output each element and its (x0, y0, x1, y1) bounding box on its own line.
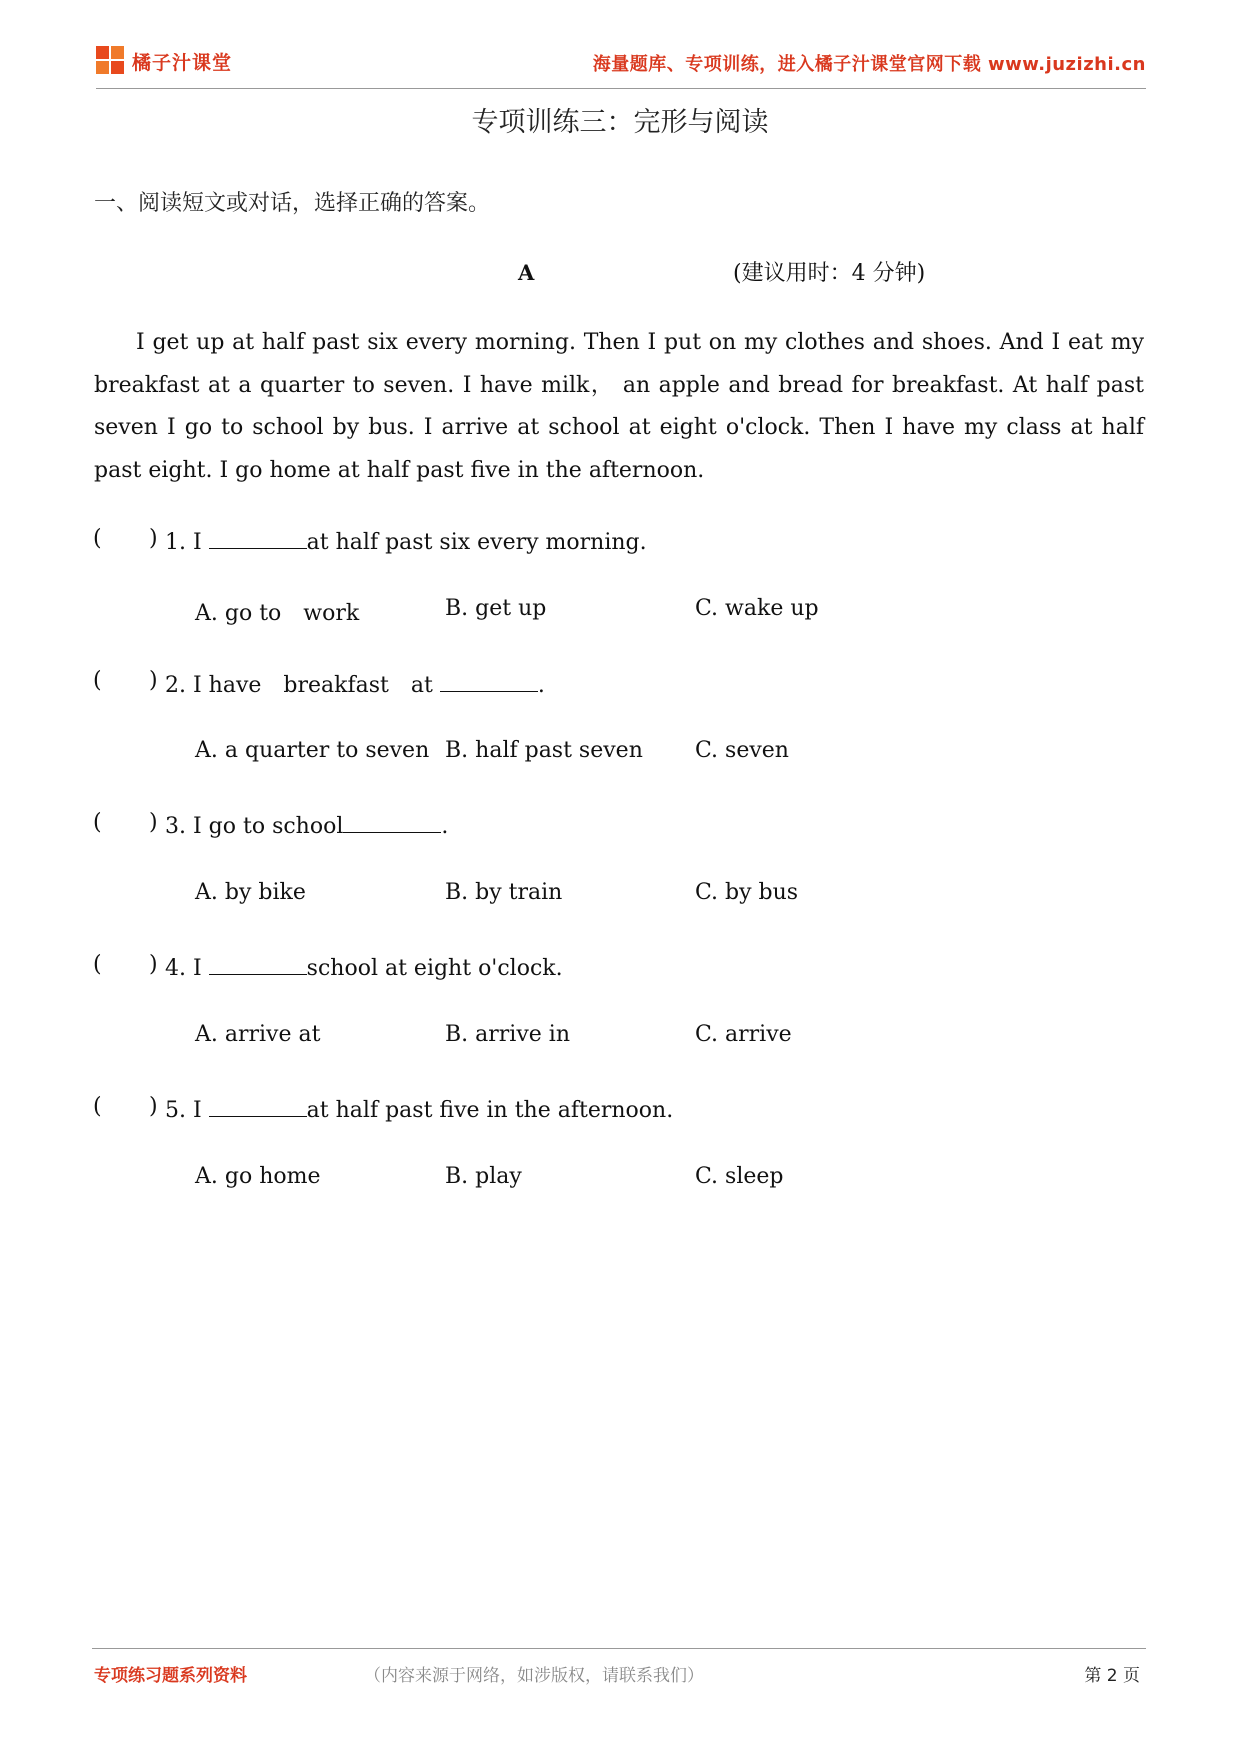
answer-paren-right: ) (149, 810, 158, 835)
option-b: B. arrive in (445, 1022, 570, 1047)
answer-blank[interactable] (440, 669, 538, 692)
logo-icon (96, 46, 126, 76)
question-text-after: . (537, 673, 545, 698)
reading-passage: I get up at half past six every morning. Then I put on my clothes and shoes. And I eat my breakfast at a quarter to seven. I have milk， an apple and bread for breakfast. At half past seven I go to school by bus. I arrive at school at eight o'clock. Then I have my class at half past eight. I go home at half past five in the afternoon. (94, 330, 1144, 483)
question-stem (165, 810, 448, 839)
options-1 (195, 596, 995, 626)
page-footer (92, 1648, 1146, 1691)
option-a: A. a quarter to seven (195, 738, 430, 763)
question-text-after: school at eight o'clock. (306, 956, 563, 981)
option-a: A. by bike (195, 880, 306, 905)
option-c: C. seven (695, 738, 789, 763)
options-4 (195, 1022, 995, 1052)
page-title: 专项训练三：完形与阅读 (471, 107, 769, 138)
option-b: B. by train (445, 880, 563, 905)
option-c: C. by bus (695, 880, 799, 905)
question-text-after: at half past five in the afternoon. (306, 1098, 674, 1123)
part-label: A (518, 260, 535, 285)
question-text-before: 4. I (165, 956, 209, 981)
option-b: B. get up (445, 596, 547, 621)
question-text-before: 2. I have breakfast at (165, 673, 440, 698)
answer-blank[interactable] (209, 1094, 307, 1117)
answer-paren-right: ) (149, 526, 158, 551)
option-c: C. sleep (695, 1164, 784, 1189)
answer-blank[interactable] (209, 526, 307, 549)
option-b: B. half past seven (445, 738, 643, 763)
option-c: C. arrive (695, 1022, 792, 1047)
question-stem (165, 1094, 673, 1123)
logo-text: 橘子汁课堂 (132, 51, 233, 74)
answer-paren-right: ) (149, 1094, 158, 1119)
option-c: C. wake up (695, 596, 819, 621)
question-text-before: 5. I (165, 1098, 209, 1123)
footer-copyright-note: （内容来源于网络，如涉版权，请联系我们） (364, 1666, 704, 1686)
answer-blank[interactable] (209, 952, 307, 975)
question-text-after: . (441, 814, 449, 839)
question-stem (165, 952, 563, 981)
option-a: A. arrive at (195, 1022, 321, 1047)
time-hint: (建议用时：4 分钟) (733, 261, 926, 286)
brand-logo (96, 46, 232, 76)
option-a: A. go to work (195, 601, 360, 626)
page-number: 第 2 页 (1084, 1666, 1140, 1686)
answer-paren-left: ( (93, 952, 102, 977)
answer-paren-left: ( (93, 668, 102, 693)
answer-blank[interactable] (343, 810, 441, 833)
answer-paren-left: ( (93, 1094, 102, 1119)
question-text-after: at half past six every morning. (306, 530, 647, 555)
answer-paren-right: ) (149, 952, 158, 977)
header-slogan: 海量题库、专项训练，进入橘子汁课堂官网下载 www.juzizhi.cn (592, 54, 1146, 75)
option-b: B. play (445, 1164, 522, 1189)
options-5 (195, 1164, 995, 1194)
question-text-before: 3. I go to school (165, 814, 344, 839)
options-2 (195, 738, 995, 768)
page-header (96, 40, 1146, 89)
question-stem (165, 526, 647, 555)
question-text-before: 1. I (165, 530, 209, 555)
answer-paren-left: ( (93, 526, 102, 551)
answer-paren-left: ( (93, 810, 102, 835)
option-a: A. go home (195, 1164, 321, 1189)
question-stem (165, 668, 545, 699)
footer-series-label: 专项练习题系列资料 (94, 1666, 247, 1686)
answer-paren-right: ) (149, 668, 158, 693)
options-3 (195, 880, 995, 910)
section-heading: 一、阅读短文或对话，选择正确的答案。 (94, 191, 491, 216)
